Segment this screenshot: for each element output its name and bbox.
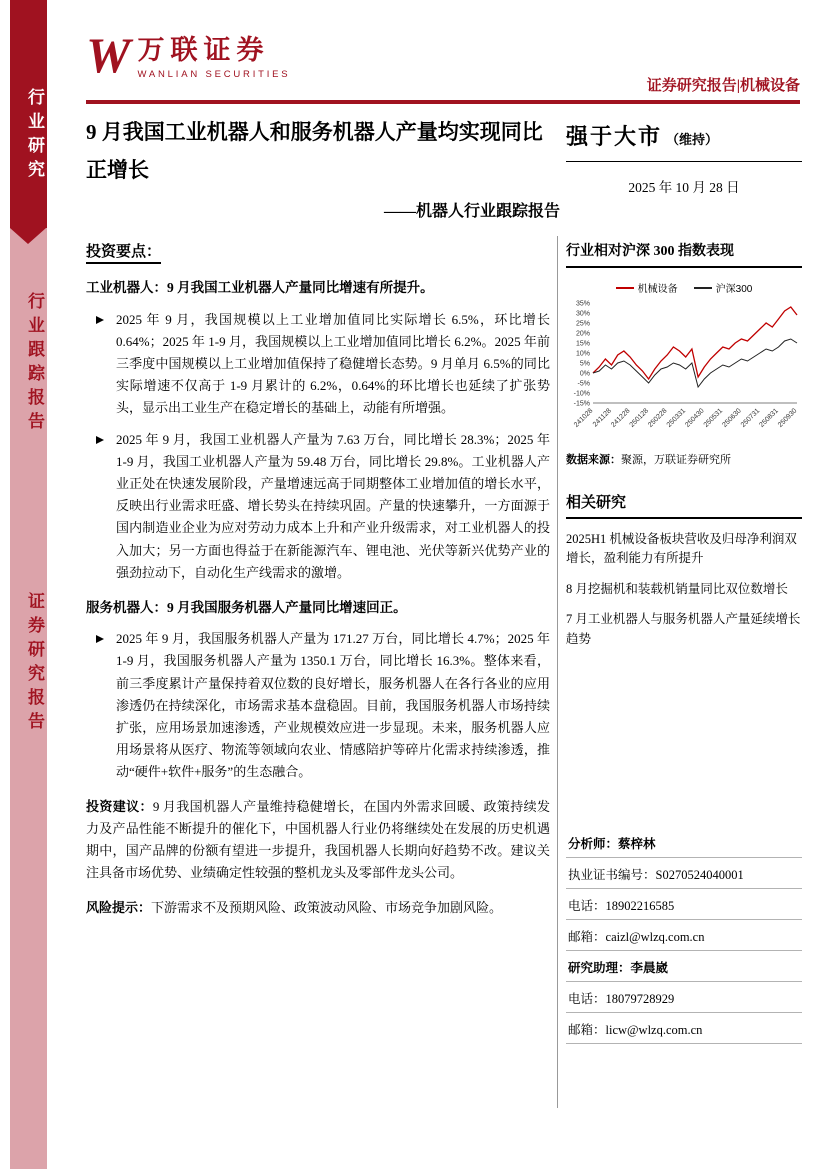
analyst-cert-number: S0270524040001 bbox=[655, 867, 744, 882]
band-label-industry-research: 行业研究 bbox=[25, 88, 44, 184]
legend-line-black-icon bbox=[694, 287, 712, 289]
svg-text:250331: 250331 bbox=[665, 407, 688, 429]
assistant-phone-row bbox=[566, 982, 802, 1013]
svg-text:35%: 35% bbox=[575, 300, 590, 308]
band-label-securities-research-report: 证券研究报告 bbox=[25, 592, 44, 736]
bullet-arrow-icon bbox=[96, 635, 104, 643]
bullet-item bbox=[86, 429, 550, 584]
assistant-row bbox=[566, 951, 802, 982]
chart-title: 行业相对沪深 300 指数表现 bbox=[566, 240, 802, 268]
analyst-phone-row bbox=[566, 889, 802, 920]
assistant-email-row bbox=[566, 1013, 802, 1044]
analyst-email: caizl@wlzq.com.cn bbox=[605, 929, 705, 944]
svg-text:5%: 5% bbox=[579, 360, 590, 368]
band-label-industry-tracking-report: 行业跟踪报告 bbox=[25, 292, 44, 436]
rating-status: （维持） bbox=[666, 132, 719, 147]
svg-text:-5%: -5% bbox=[577, 380, 590, 388]
analyst-email-label: 邮箱： bbox=[568, 929, 606, 944]
brand-name-cn: 万联证券 bbox=[137, 35, 270, 65]
svg-text:-10%: -10% bbox=[573, 390, 590, 398]
assistant-phone-label: 电话： bbox=[568, 991, 606, 1006]
bullet-text: 2025 年 9 月，我国服务机器人产量为 171.27 万台，同比增长 4.7%；2025 年 1-9 月，我国服务机器人产量为 1350.1 万台，同比增长 16.3%。整体来看，前三季度累计产量保持着双位数的良好增长，服务机器人在各行各业的应用渗透仍在持续深化，市场需求基本盘稳固。目前，我国服务机器人市场持续扩张，应用场景加速渗透，产业规模效应进一步显现。未来，服务机器人应用场景将从医疗、物流等领域向农业、情感陪护等碎片化需求持续渗透，推动“硬件+软件+服务”的生态融合。 bbox=[116, 631, 550, 779]
assistant-label: 研究助理： bbox=[568, 960, 631, 975]
risk-warning bbox=[86, 897, 550, 919]
data-source bbox=[566, 451, 802, 467]
performance-chart bbox=[566, 297, 802, 449]
report-date: 2025 年 10 月 28 日 bbox=[628, 180, 740, 195]
risk-warning-label: 风险提示： bbox=[86, 900, 152, 916]
svg-text:250831: 250831 bbox=[758, 407, 780, 429]
rating-value: 强于大市 bbox=[566, 124, 663, 149]
analyst-name: 蔡梓林 bbox=[618, 836, 656, 851]
assistant-email: licw@wlzq.com.cn bbox=[605, 1022, 703, 1037]
rating-box bbox=[566, 120, 802, 196]
analyst-cert-row bbox=[566, 858, 802, 889]
svg-text:30%: 30% bbox=[575, 310, 590, 318]
chart-legend bbox=[566, 280, 802, 295]
svg-text:20%: 20% bbox=[575, 330, 590, 338]
section-title-key-points: 投资要点： bbox=[86, 240, 161, 264]
legend-item-machinery bbox=[616, 280, 678, 295]
page-title: 9 月我国工业机器人和服务机器人产量均实现同比正增长 bbox=[86, 120, 543, 182]
logo-w-mark-icon: W bbox=[86, 27, 131, 83]
bullet-arrow-icon bbox=[96, 436, 104, 444]
rating-line bbox=[566, 120, 802, 162]
risk-warning-text: 下游需求不及预期风险、政策波动风险、市场竞争加剧风险。 bbox=[151, 900, 503, 916]
brand-names bbox=[137, 32, 290, 80]
svg-text:250930: 250930 bbox=[776, 407, 799, 429]
related-research-title: 相关研究 bbox=[566, 491, 802, 519]
assistant-email-label: 邮箱： bbox=[568, 1022, 606, 1037]
bullet-arrow-icon bbox=[96, 316, 104, 324]
svg-text:10%: 10% bbox=[575, 350, 590, 358]
analyst-row bbox=[566, 827, 802, 858]
svg-text:-15%: -15% bbox=[573, 400, 590, 408]
legend-line-red-icon bbox=[616, 287, 634, 289]
left-vertical-band bbox=[10, 0, 47, 1169]
svg-text:241228: 241228 bbox=[610, 407, 632, 429]
band-arrow-icon bbox=[10, 228, 46, 244]
main-content bbox=[86, 240, 550, 919]
svg-text:241028: 241028 bbox=[572, 407, 595, 429]
bullet-text: 2025 年 9 月，我国规模以上工业增加值同比实际增长 6.5%，环比增长 0.64%；2025 年 1-9 月，我国规模以上工业增加值同比增长 6.2%。2025 年前三季度中国规模以上工业增加值保持了稳健增长态势。9 月单月 6.5%的同比实际增速不仅高于 1-9 月累计的 6.2%，0.64%的环比增长也延续了扩张势头，显示出工业生产在稳定增长的基础上，动能有所增强。 bbox=[116, 311, 550, 415]
related-research-item: 8 月挖掘机和装载机销量同比双位数增长 bbox=[566, 581, 788, 596]
analyst-email-row bbox=[566, 920, 802, 951]
svg-text:250228: 250228 bbox=[647, 407, 669, 429]
lead-service-robots: 服务机器人：9 月我国服务机器人产量同比增速回正。 bbox=[86, 599, 407, 615]
analyst-label: 分析师： bbox=[568, 836, 619, 851]
lead-industrial-robots: 工业机器人：9 月我国工业机器人产量同比增速有所提升。 bbox=[86, 280, 434, 295]
svg-text:0%: 0% bbox=[579, 370, 590, 378]
report-type-tag: 证券研究报告|机械设备 bbox=[646, 78, 800, 94]
svg-text:25%: 25% bbox=[575, 320, 590, 328]
data-source-label: 数据来源： bbox=[566, 454, 621, 466]
investment-advice-label: 投资建议： bbox=[86, 798, 153, 814]
data-source-text: 聚源，万联证券研究所 bbox=[621, 454, 731, 466]
svg-text:250630: 250630 bbox=[721, 407, 743, 429]
bullet-text: 2025 年 9 月，我国工业机器人产量为 7.63 万台，同比增长 28.3%；2025 年 1-9 月，我国工业机器人产量为 59.48 万台，同比增长 29.8%。工业机器人产业正处在快速发展阶段，产量增速远高于同期整体工业增加值的增长水平，反映出行业需求旺盛、增长势头在持续巩固。产量的快速攀升，一方面源于国内制造业企业为应对劳动力成本上升和产业升级需求，对工业机器人的投入加大；另一方面也得益于在新能源汽车、锂电池、光伏等新兴优势产业的强劲拉动下，自动化生产线需求的激增。 bbox=[116, 432, 550, 580]
related-research-item: 7 月工业机器人与服务机器人产量延续增长趋势 bbox=[566, 612, 801, 646]
analyst-cert-label: 执业证书编号： bbox=[568, 867, 656, 882]
svg-text:250128: 250128 bbox=[628, 407, 651, 429]
svg-text:241128: 241128 bbox=[591, 407, 613, 429]
svg-text:15%: 15% bbox=[575, 340, 590, 348]
right-sidebar bbox=[566, 240, 802, 1044]
column-divider bbox=[557, 236, 558, 1108]
brand-name-en: WANLIAN SECURITIES bbox=[137, 68, 291, 80]
brand-logo bbox=[86, 27, 291, 83]
bullet-item bbox=[86, 628, 550, 783]
legend-label: 沪深300 bbox=[715, 284, 753, 295]
header-rule bbox=[86, 100, 800, 104]
bullet-item bbox=[86, 309, 550, 419]
related-research-item: 2025H1 机械设备板块营收及归母净利润双增长，盈利能力有所提升 bbox=[566, 532, 797, 566]
assistant-name: 李晨崴 bbox=[630, 960, 669, 975]
legend-label: 机械设备 bbox=[637, 284, 678, 295]
investment-advice-text: 9 月我国机器人产量维持稳健增长，在国内外需求回暖、政策持续发力及产品性能不断提升的催化下，中国机器人行业仍将继续处在发展的历史机遇期中，国产品牌的份额有望进一步提升，我国机器人长期向好趋势不改。建议关注具备市场优势、业绩确定性较强的整机龙头及零部件龙头公司。 bbox=[86, 798, 550, 881]
investment-advice bbox=[86, 796, 550, 884]
svg-text:250731: 250731 bbox=[739, 407, 762, 429]
contact-block bbox=[566, 827, 802, 1044]
page-subtitle: ——机器人行业跟踪报告 bbox=[383, 203, 560, 220]
analyst-phone: 18902216585 bbox=[605, 898, 675, 913]
analyst-phone-label: 电话： bbox=[568, 898, 606, 913]
assistant-phone: 18079728929 bbox=[605, 991, 675, 1006]
svg-text:250430: 250430 bbox=[684, 407, 706, 429]
svg-text:250531: 250531 bbox=[702, 407, 725, 429]
legend-item-csi300 bbox=[694, 280, 753, 295]
